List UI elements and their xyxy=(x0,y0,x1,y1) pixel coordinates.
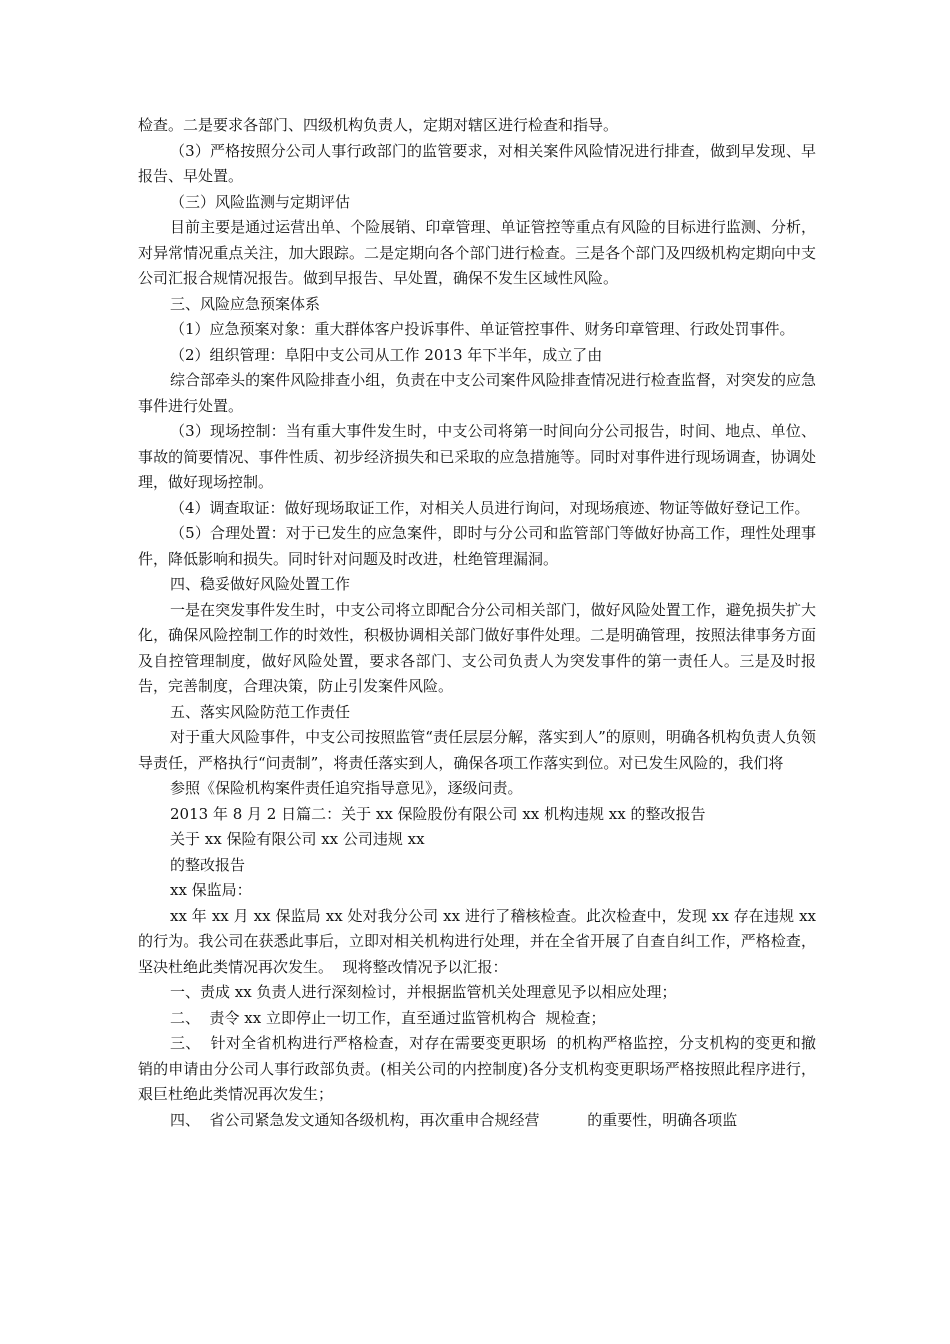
list-item: 四、 省公司紧急发文通知各级机构，再次重申合规经营 的重要性，明确各项监 xyxy=(170,1110,738,1129)
paragraph: （1）应急预案对象：重大群体客户投诉事件、单证管控事件、财务印章管理、行政处罚事件。 xyxy=(170,320,795,338)
section-heading: （三）风险监测与定期评估 xyxy=(170,192,351,211)
report-title: 关于 xx 保险有限公司 xx 公司违规 xx xyxy=(170,830,425,848)
section-heading: 四、稳妥做好风险处置工作 xyxy=(170,575,351,593)
paragraph: 2013 年 8 月 2 日篇二：关于 xx 保险股份有限公司 xx 机构违规 xx 的整改报告 xyxy=(170,804,706,823)
section-heading: 三、风险应急预案体系 xyxy=(170,294,321,313)
salutation: xx 保监局： xyxy=(170,881,252,899)
paragraph: 目前主要是通过运营出单、个险展销、印章管理、单证管控等重点有风险的目标进行监测、分析，对异常情况重点关注，加大跟踪。二是定期向各个部门进行检查。三是各个部门及四级机构定期向中支公司汇报合规情况报告。做到早报告、早处置，确保不发生区域性风险。 xyxy=(138,218,816,287)
paragraph: 参照《保险机构案件责任追究指导意见》，逐级问责。 xyxy=(170,779,523,797)
paragraph: （5）合理处置：对于已发生的应急案件，即时与分公司和监管部门等做好协高工作，理性处理事件，降低影响和损失。同时针对问题及时改进，杜绝管理漏洞。 xyxy=(138,524,816,568)
report-title: 的整改报告 xyxy=(170,855,246,874)
paragraph: 综合部牵头的案件风险排查小组，负责在中支公司案件风险排查情况进行检查监督，对突发的应急事件进行处置。 xyxy=(138,371,816,415)
list-item: 二、 责令 xx 立即停止一切工作，直至通过监管机构合 规检查； xyxy=(170,1008,606,1027)
paragraph: 对于重大风险事件，中支公司按照监管“责任层层分解，落实到人”的原则，明确各机构负责人负领导责任，严格执行“问责制”，将责任落实到人，确保各项工作落实到位。对已发生风险的，我们将 xyxy=(138,728,816,772)
list-item: 三、 针对全省机构进行严格检查，对存在需要变更职场 的机构严格监控，分支机构的变更和撤销的申请由分公司人事行政部负责。(相关公司的内控制度)各分支机构变更职场严格按照此程序进行，艰巨杜绝此类情况再次发生； xyxy=(138,1034,816,1103)
paragraph: 一是在突发事件发生时，中支公司将立即配合分公司相关部门，做好风险处置工作，避免损失扩大化，确保风险控制工作的时效性，积极协调相关部门做好事件处理。二是明确管理，按照法律事务方面及自控管理制度，做好风险处置，要求各部门、支公司负责人为突发事件的第一责任人。三是及时报告，完善制度，合理决策，防止引发案件风险。 xyxy=(138,600,816,695)
document-body xyxy=(138,113,821,1133)
paragraph: xx 年 xx 月 xx 保监局 xx 处对我分公司 xx 进行了稽核检查。此次检查中，发现 xx 存在违规 xx 的行为。我公司在获悉此事后，立即对相关机构进行处理，并在全省开展了自查自纠工作，严格检查，坚决杜绝此类情况再次发生。 现将整改情况予以汇报： xyxy=(138,906,821,976)
paragraph: （4）调查取证：做好现场取证工作，对相关人员进行询问，对现场痕迹、物证等做好登记工作。 xyxy=(170,498,810,517)
list-item: 一、责成 xx 负责人进行深刻检讨，并根据监管机关处理意见予以相应处理； xyxy=(170,983,677,1001)
paragraph: （3）现场控制：当有重大事件发生时，中支公司将第一时间向分公司报告，时间、地点、单位、事故的简要情况、事件性质、初步经济损失和已采取的应急措施等。同时对事件进行现场调查，协调处理，做好现场控制。 xyxy=(138,422,816,491)
paragraph: 检查。二是要求各部门、四级机构负责人，定期对辖区进行检查和指导。 xyxy=(138,116,619,134)
paragraph: （2）组织管理：阜阳中支公司从工作 2013 年下半年，成立了由 xyxy=(170,345,603,364)
paragraph: （3）严格按照分公司人事行政部门的监管要求，对相关案件风险情况进行排查，做到早发现、早报告、早处置。 xyxy=(138,141,816,185)
section-heading: 五、落实风险防范工作责任 xyxy=(170,702,351,721)
